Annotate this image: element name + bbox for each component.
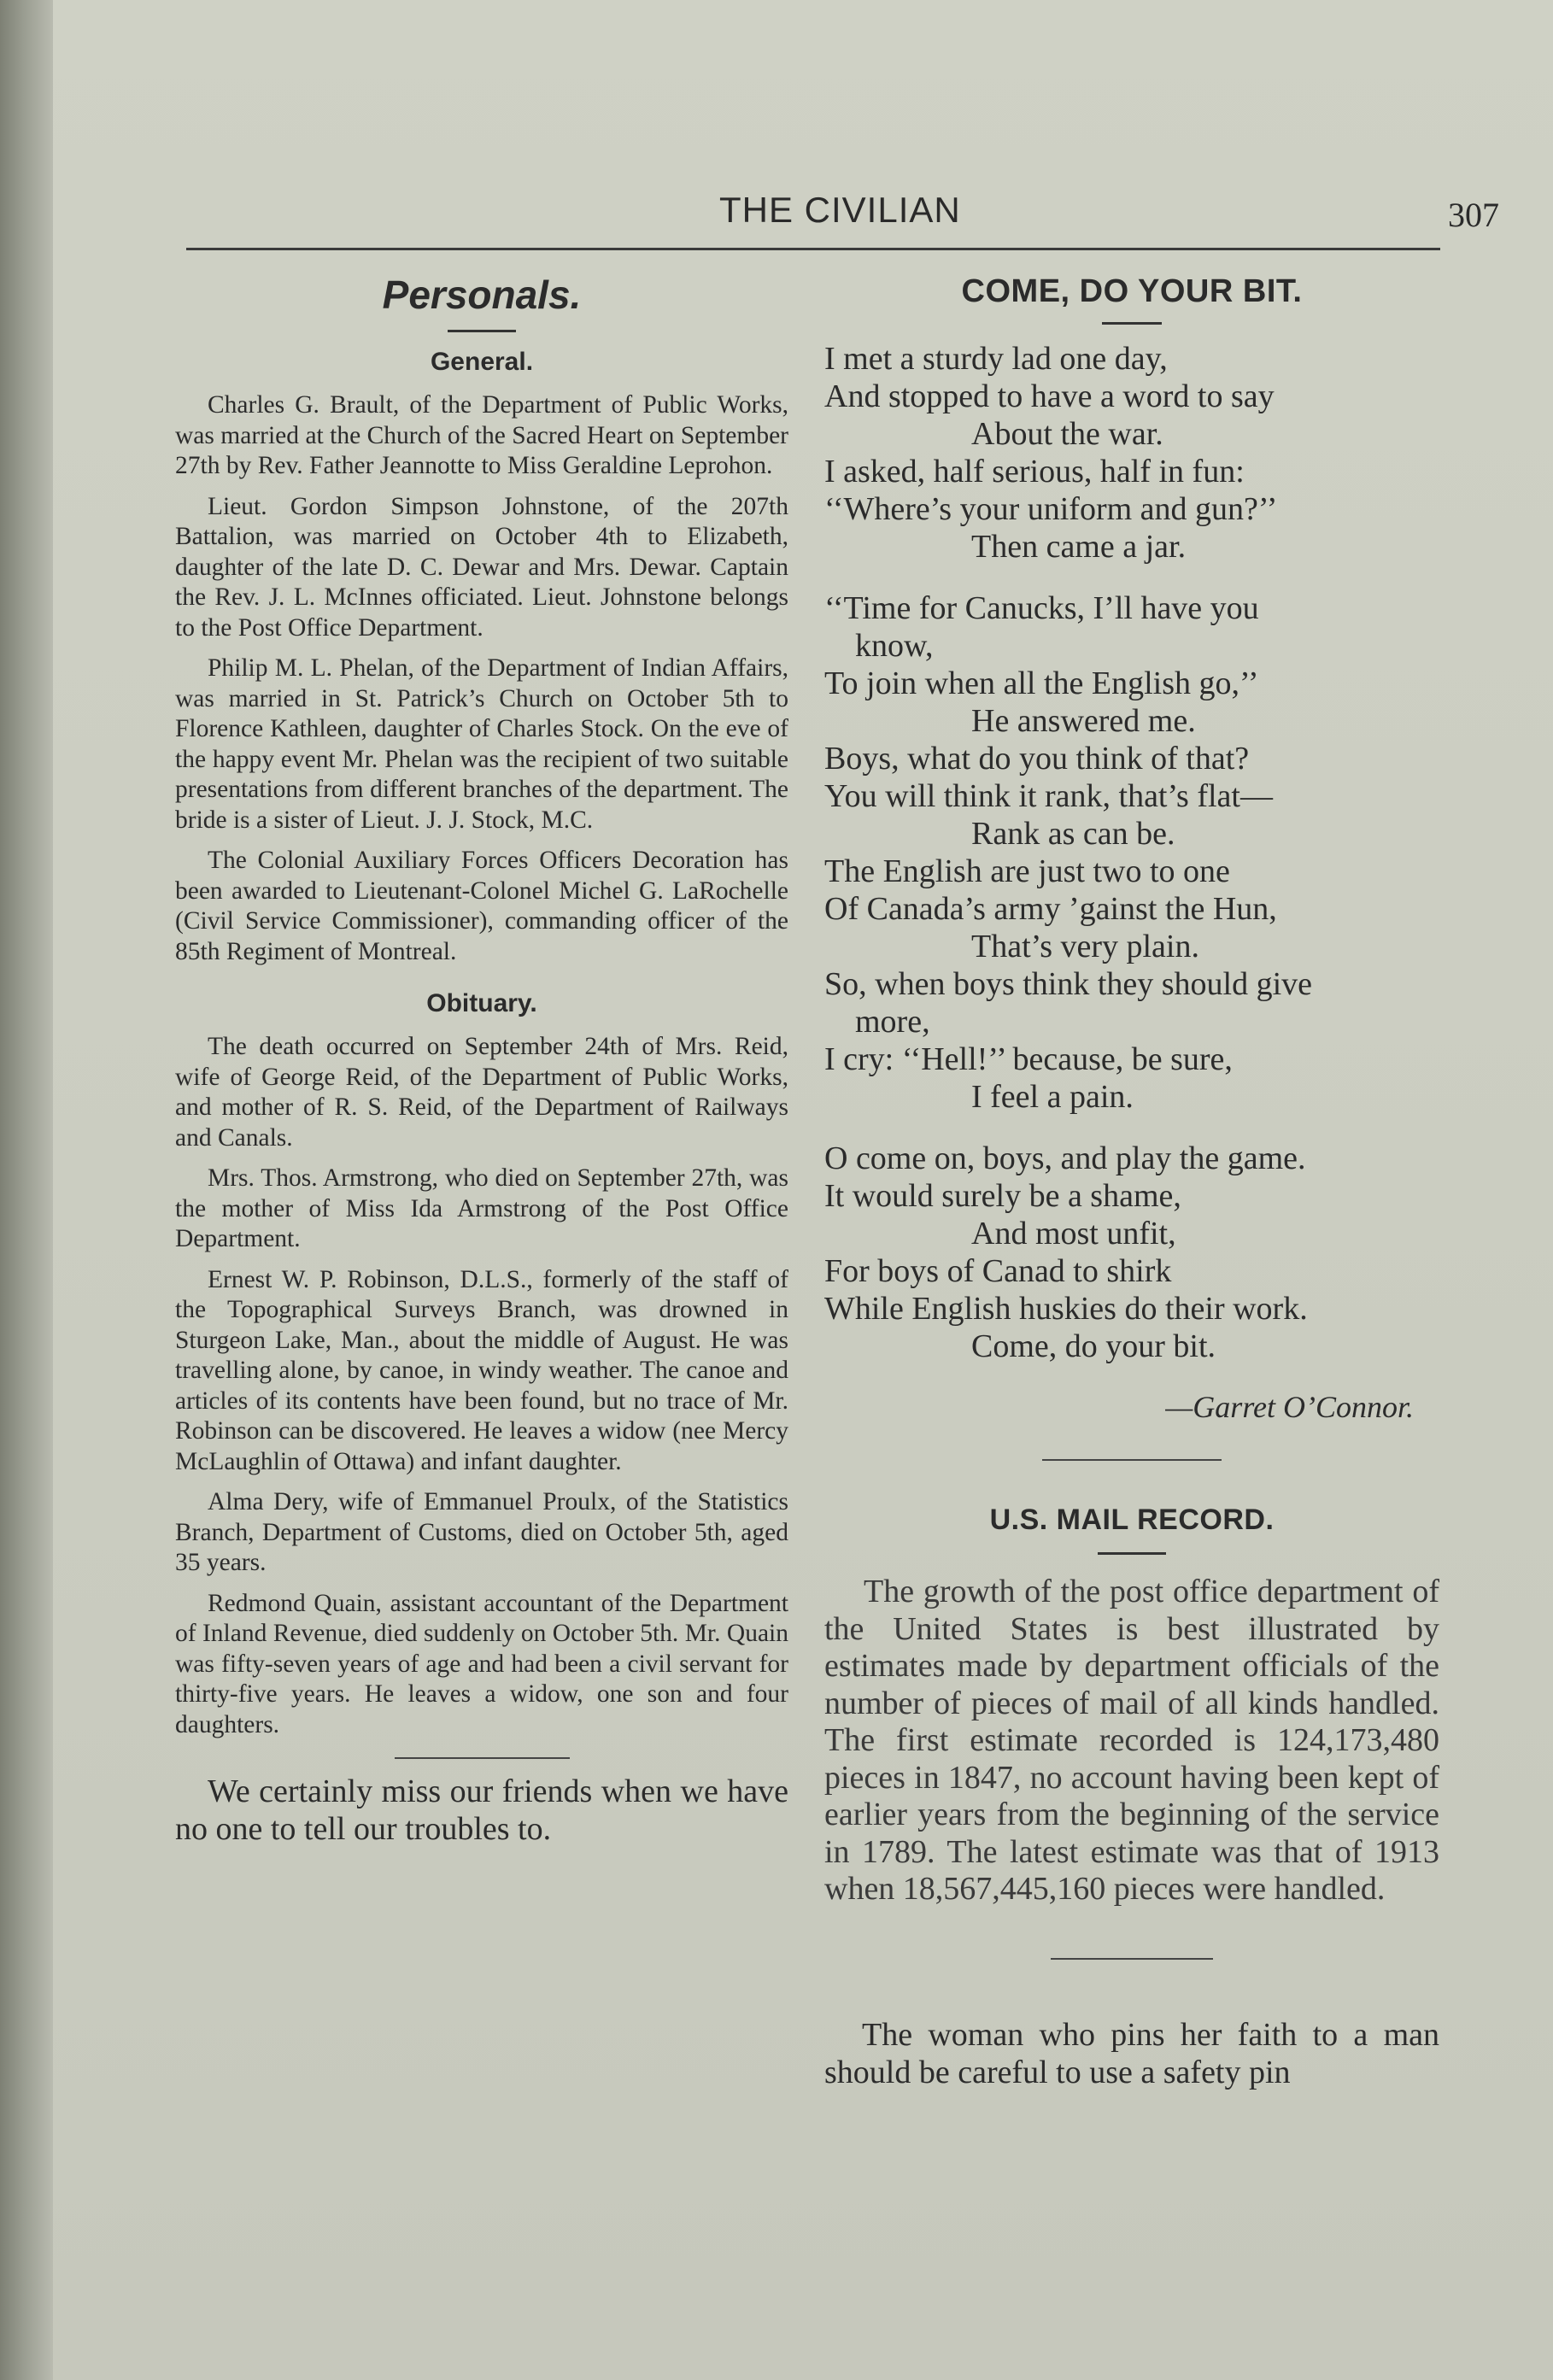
poem-line: O come on, boys, and play the game. <box>824 1140 1306 1176</box>
poem <box>824 340 1439 1365</box>
poem-line: And stopped to have a word to say <box>824 378 1275 414</box>
left-column <box>175 265 788 1848</box>
running-title: THE CIVILIAN <box>719 190 961 230</box>
poem-stanza <box>824 340 1439 566</box>
poem-line: I cry: ‘‘Hell!’’ because, be sure, <box>824 1041 1233 1077</box>
mail-record-body: The growth of the post office department of the United States is best illustrated by estimates made by department officials of the number of pieces of mail of all kinds handled. The first estimate recorded is 124,173,480 pieces in 1847, no account having been kept of earlier years from the beginning of the service in 1789. The latest estimate was that of 1913 when 18,567,445,160 pieces were handled. <box>824 1574 1439 1907</box>
poem-line: Then came a jar. <box>971 529 1187 565</box>
poem-line: I asked, half serious, half in fun: <box>824 454 1245 489</box>
title-rule <box>448 330 516 332</box>
poem-line: know, <box>855 628 934 664</box>
general-paragraph: Lieut. Gordon Simpson Johnstone, of the 207th Battalion, was married on October 4th to Elizabeth, daughter of the late D. C. Dewar and Mrs. Dewar. Captain the Rev. J. L. McInnes officiated. Lieut. Johnstone belongs to the Post Office Department. <box>175 492 788 642</box>
section-rule <box>1042 1459 1222 1461</box>
poem-stanza <box>824 589 1439 1116</box>
filler-quip: We certainly miss our friends when we have no one to tell our troubles to. <box>175 1773 788 1847</box>
filler-rule <box>395 1757 570 1759</box>
poem-line: That’s very plain. <box>971 929 1199 964</box>
poem-line: Boys, what do you think of that? <box>824 741 1250 777</box>
obituary-paragraph: Ernest W. P. Robinson, D.L.S., formerly of the staff of the Topographical Surveys Branch, was drowned in Sturgeon Lake, Man., about the middle of August. He was travelling alone, by canoe, in windy weather. The canoe and articles of its contents have been found, but no trace of Mr. Robinson can be discovered. He leaves a widow (nee Mercy McLaughlin of Ottawa) and infant daughter. <box>175 1265 788 1475</box>
poem-line: It would surely be a shame, <box>824 1178 1181 1214</box>
poem-line: ‘‘Time for Canucks, I’ll have you <box>824 590 1259 626</box>
obituary-paragraph: Redmond Quain, assistant accountant of the Department of Inland Revenue, died suddenly on October 5th. Mr. Quain was fifty-seven years of age and had been a civil servant for thirty-five years. He leaves a widow, one son and four daughters. <box>175 1589 788 1738</box>
obituary-paragraph: Alma Dery, wife of Emmanuel Proulx, of the Statistics Branch, Department of Customs, died on October 5th, aged 35 years. <box>175 1488 788 1576</box>
poem-line: more, <box>855 1004 930 1040</box>
header-rule <box>186 248 1440 250</box>
poem-author: —Garret O’Connor. <box>1165 1390 1414 1424</box>
right-column <box>824 265 1439 2091</box>
obituary-paragraph: Mrs. Thos. Armstrong, who died on September 27th, was the mother of Miss Ida Armstrong of the Post Office Department. <box>175 1164 788 1252</box>
poem-line: Come, do your bit. <box>971 1328 1216 1364</box>
poem-line: For boys of Canad to shirk <box>824 1253 1172 1289</box>
book-spine-shadow <box>0 0 53 2380</box>
poem-stanza <box>824 1140 1439 1365</box>
obituary-heading: Obituary. <box>426 989 537 1017</box>
poem-title: COME, DO YOUR BIT. <box>961 273 1303 309</box>
general-paragraph: Philip M. L. Phelan, of the Department of Indian Affairs, was married in St. Patrick’s Church on October 5th to Florence Kathleen, daughter of Charles Stock. On the eve of the happy event Mr. Phelan was the recipient of two suitable presentations from different branches of the department. The bride is a sister of Lieut. J. J. Stock, M.C. <box>175 654 788 834</box>
poem-line: I feel a pain. <box>971 1079 1134 1115</box>
page-number: 307 <box>1448 196 1499 234</box>
poem-line: He answered me. <box>971 703 1196 739</box>
personals-title: Personals. <box>382 273 582 317</box>
poem-line: So, when boys think they should give <box>824 966 1313 1002</box>
poem-line: Of Canada’s army ’gainst the Hun, <box>824 891 1277 927</box>
poem-line: To join when all the English go,’’ <box>824 665 1259 701</box>
mail-title-rule <box>1098 1552 1166 1555</box>
filler-quip-right: The woman who pins her faith to a man should be careful to use a safety pin <box>824 2016 1439 2090</box>
poem-line: You will think it rank, that’s flat— <box>824 778 1273 814</box>
general-heading: General. <box>430 348 534 376</box>
poem-line: About the war. <box>971 416 1163 452</box>
poem-line: I met a sturdy lad one day, <box>824 341 1168 377</box>
poem-line: And most unfit, <box>971 1216 1176 1252</box>
poem-title-rule <box>1102 322 1162 325</box>
obituary-paragraph: The death occurred on September 24th of Mrs. Reid, wife of George Reid, of the Department of Public Works, and mother of R. S. Reid, of the Department of Railways and Canals. <box>175 1033 788 1152</box>
poem-line: While English huskies do their work. <box>824 1291 1308 1327</box>
mail-record-title: U.S. MAIL RECORD. <box>989 1504 1275 1536</box>
poem-line: Rank as can be. <box>971 816 1175 852</box>
poem-line: The English are just two to one <box>824 853 1230 889</box>
filler-rule-right <box>1051 1958 1213 1960</box>
poem-line: ‘‘Where’s your uniform and gun?’’ <box>824 491 1278 527</box>
general-paragraph: Charles G. Brault, of the Department of Public Works, was married at the Church of the Sacred Heart on September 27th by Rev. Father Jeannotte to Miss Geraldine Leprohon. <box>175 391 788 479</box>
general-paragraph: The Colonial Auxiliary Forces Officers Decoration has been awarded to Lieutenant-Colonel Michel G. LaRochelle (Civil Service Commissioner), commanding officer of the 85th Regiment of Montreal. <box>175 847 788 965</box>
